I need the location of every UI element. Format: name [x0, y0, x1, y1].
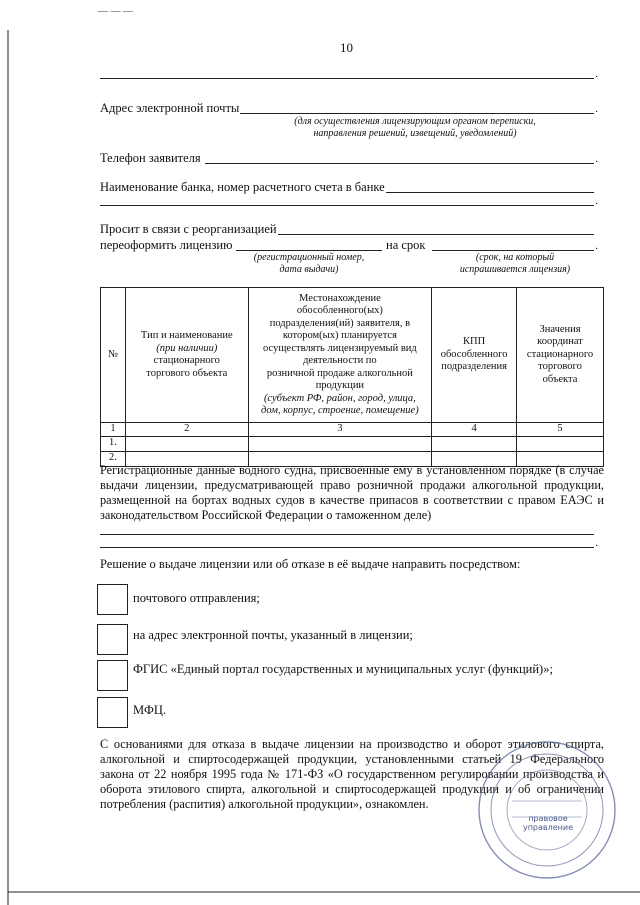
vessel-field-continued[interactable] — [100, 547, 594, 548]
email-label: Адрес электронной почты — [100, 101, 240, 115]
vessel-paragraph: Регистрационные данные водного судна, присвоенные ему в установленном порядке (в случае выдачи лицензии, предусматривающей право розничной продажи алкогольной продукции, размещенной на бортах водных судов в качестве припасов в соответствии с правом ЕАЭС и законодательством Российской Федерации о таможенном деле) — [100, 463, 604, 522]
header-coordinates: Значения координат стационарного торгового объекта — [517, 288, 604, 423]
option-label-email: на адрес электронной почты, указанный в лицензии; — [133, 628, 413, 642]
numbering-cell: 3 — [248, 423, 431, 437]
email-note-line1: (для осуществления лицензирующим органом переписки, — [294, 116, 536, 127]
table-row — [101, 436, 604, 451]
row-number: 2. — [101, 451, 126, 466]
option-checkbox-portal[interactable] — [97, 660, 128, 691]
option-label-portal: ФГИС «Единый портал государственных и муниципальных услуг (функций)»; — [133, 662, 553, 676]
table-cell[interactable] — [517, 436, 604, 451]
numbering-cell: 1 — [101, 423, 126, 437]
option-checkbox-mail[interactable] — [97, 584, 128, 615]
vessel-field[interactable] — [100, 534, 594, 535]
row-number: 1. — [101, 436, 126, 451]
term-note-line1: (срок, на который — [475, 252, 555, 263]
top-marks: — — — — [98, 6, 133, 17]
table-cell[interactable] — [432, 436, 517, 451]
email-field[interactable] — [240, 113, 594, 114]
reg-note-line1: (регистрационный номер, — [253, 252, 365, 263]
phone-field[interactable] — [205, 163, 594, 164]
option-checkbox-mfc[interactable] — [97, 697, 128, 728]
reorganization-label: Просит в связи с реорганизацией — [100, 222, 277, 236]
table-cell[interactable] — [248, 436, 431, 451]
table-header-row — [101, 288, 604, 423]
stamp-seal-icon — [472, 735, 622, 885]
decision-label: Решение о выдаче лицензии или об отказе в её выдаче направить посредством: — [100, 557, 521, 571]
bank-field-continued[interactable] — [100, 205, 594, 206]
numbering-cell: 5 — [517, 423, 604, 437]
blank-line[interactable] — [100, 78, 594, 79]
header-location: Местонахождение обособленного(ых) подразделения(ий) заявителя, в котором(ых) планируется осуществлять лицензируемый вид деятельности по розничной продаже алкогольной продукции (субъект РФ, район, город, улица, дом, корпус, строение, помещение) — [248, 288, 431, 423]
term-note-line2: испрашивается лицензия) — [459, 264, 571, 275]
table-numbering-row — [101, 423, 604, 437]
stamp-text: правовое управление — [522, 814, 574, 832]
reg-note — [234, 252, 384, 276]
final-paragraph: С основаниями для отказа в выдаче лицензии на производство и оборот этилового спирта, алкогольной и спиртосодержащей продукции, установленными статьей 19 Федерального закона от 22 ноября 1995 года № 171-ФЗ «О государственном регулировании производства и оборота этилового спирта, алкогольной и спиртосодержащей продукции и об ограничении потребления (распития) алкогольной продукции», ознакомлен. — [100, 737, 604, 811]
reorganization-field[interactable] — [278, 234, 594, 235]
reissue-label: переоформить лицензию — [100, 238, 233, 252]
header-kpp: КПП обособленного подразделения — [432, 288, 517, 423]
option-label-mail: почтового отправления; — [133, 591, 260, 605]
header-object-type: Тип и наименование (при наличии) стационарного торгового объекта — [125, 288, 248, 423]
header-number: № — [101, 288, 126, 423]
email-note — [270, 116, 560, 140]
phone-label: Телефон заявителя — [100, 151, 201, 165]
option-checkbox-email[interactable] — [97, 624, 128, 655]
table-cell[interactable] — [125, 436, 248, 451]
term-note — [440, 252, 590, 276]
reg-note-line2: дата выдачи) — [279, 264, 339, 275]
option-label-mfc: МФЦ. — [133, 703, 166, 717]
term-label: на срок — [386, 238, 426, 252]
email-note-line2: направления решений, извещений, уведомлений) — [313, 128, 517, 139]
numbering-cell: 2 — [125, 423, 248, 437]
numbering-cell: 4 — [432, 423, 517, 437]
page-number: 10 — [340, 40, 353, 55]
bank-field[interactable] — [386, 192, 594, 193]
bank-label: Наименование банка, номер расчетного счета в банке — [100, 180, 385, 194]
term-field[interactable] — [432, 250, 594, 251]
objects-table — [100, 287, 604, 467]
license-number-field[interactable] — [236, 250, 382, 251]
